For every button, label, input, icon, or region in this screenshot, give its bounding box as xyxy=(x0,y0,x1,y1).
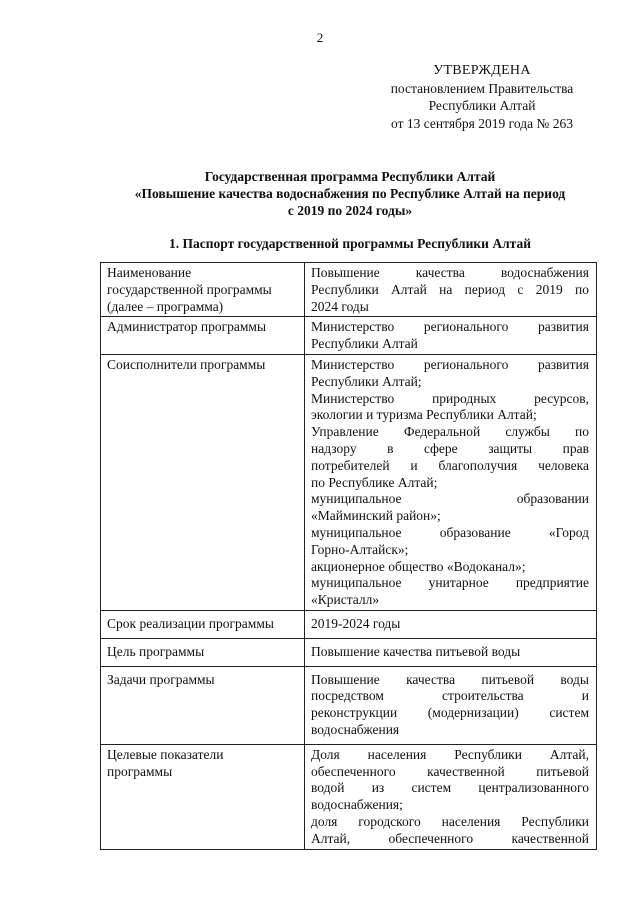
row-label-line: Целевые показатели xyxy=(107,746,224,762)
row-value-line: муниципальное унитарное предприятие xyxy=(311,575,589,591)
row-label-cell xyxy=(101,317,305,355)
row-label-cell xyxy=(101,666,305,744)
program-title-line: Государственная программа Республики Алтай xyxy=(204,169,496,184)
table-row xyxy=(101,317,597,355)
row-label-cell xyxy=(101,744,305,849)
row-value-line: реконструкции (модернизации) систем xyxy=(311,705,589,721)
page-number: 2 xyxy=(316,30,324,45)
row-value-line: Алтай, обеспеченного качественной xyxy=(311,830,589,846)
row-value-line: Министерство регионального развития xyxy=(311,319,589,335)
row-label-cell xyxy=(101,263,305,317)
row-value-line: обеспеченного качественной питьевой xyxy=(311,763,589,779)
row-value-line: водоснабжения; xyxy=(311,797,403,813)
passport-table xyxy=(100,262,597,850)
table-row xyxy=(101,666,597,744)
row-label-line: (далее – программа) xyxy=(107,298,224,314)
row-label-line: Задачи программы xyxy=(107,671,215,687)
program-title xyxy=(95,168,605,219)
row-value-cell xyxy=(305,744,597,849)
row-value-cell xyxy=(305,638,597,666)
row-value-line: Повышение качества водоснабжения xyxy=(311,265,589,280)
row-label-line: государственной программы xyxy=(107,281,272,297)
passport-heading: 1. Паспорт государственной программы Республики Алтай xyxy=(169,236,531,251)
row-label-line: Наименование xyxy=(107,265,192,280)
row-value-line: Республики Алтай на период с 2019 по xyxy=(311,281,589,297)
row-value-cell xyxy=(305,317,597,355)
row-label-line: Соисполнители программы xyxy=(107,356,266,372)
row-value-line: Министерство природных ресурсов, xyxy=(311,390,589,406)
row-value-line: 2019-2024 годы xyxy=(311,615,401,631)
row-value-cell xyxy=(305,263,597,317)
approval-stamp xyxy=(360,62,604,132)
approval-date-line: от 13 сентября 2019 года № 263 xyxy=(391,115,573,131)
row-value-line: «Майминский район»; xyxy=(311,508,441,524)
row-label-line: программы xyxy=(107,763,173,779)
row-value-line: водоснабжения xyxy=(311,721,400,737)
row-value-line: Горно-Алтайск»; xyxy=(311,541,409,557)
row-label-cell xyxy=(101,610,305,638)
row-value-cell xyxy=(305,666,597,744)
row-value-line: посредством строительства и xyxy=(311,688,589,704)
row-value-line: Доля населения Республики Алтай, xyxy=(311,746,589,762)
row-value-cell xyxy=(305,354,597,610)
row-value-line: по Республике Алтай; xyxy=(311,474,438,490)
row-label-line: Цель программы xyxy=(107,643,205,659)
row-value-line: доля городского населения Республики xyxy=(311,813,589,829)
table-row xyxy=(101,263,597,317)
row-value-line: надзору в сфере защиты прав xyxy=(311,440,589,456)
row-value-line: муниципальное образовании xyxy=(311,491,589,507)
row-value-line: водой из систем централизованного xyxy=(311,780,589,796)
table-row xyxy=(101,610,597,638)
table-row xyxy=(101,354,597,610)
row-value-line: Республики Алтай; xyxy=(311,373,422,389)
row-label-line: Срок реализации программы xyxy=(107,615,274,631)
approval-line: постановлением Правительства xyxy=(390,80,574,96)
table-row xyxy=(101,744,597,849)
row-value-line: муниципальное образование «Город xyxy=(311,524,589,540)
row-value-line: Республики Алтай xyxy=(311,336,418,352)
row-value-line: Повышение качества питьевой воды xyxy=(311,671,589,687)
row-value-cell xyxy=(305,610,597,638)
row-value-line: акционерное общество «Водоканал»; xyxy=(311,558,526,574)
row-value-line: Повышение качества питьевой воды xyxy=(311,643,521,659)
row-value-line: Управление Федеральной службы по xyxy=(311,424,589,440)
row-value-line: Министерство регионального развития xyxy=(311,356,589,372)
row-value-line: 2024 годы xyxy=(311,298,369,314)
row-label-cell xyxy=(101,354,305,610)
approval-line: Республики Алтай xyxy=(428,98,536,113)
row-label-cell xyxy=(101,638,305,666)
program-title-line: «Повышение качества водоснабжения по Республике Алтай на период xyxy=(134,186,566,201)
row-value-line: экологии и туризма Республики Алтай; xyxy=(311,407,537,423)
row-label-line: Администратор программы xyxy=(107,319,267,335)
table-row xyxy=(101,638,597,666)
approval-title: УТВЕРЖДЕНА xyxy=(433,63,531,78)
program-title-line: с 2019 по 2024 годы» xyxy=(287,203,413,218)
row-value-line: «Кристалл» xyxy=(311,592,380,608)
row-value-line: потребителей и благополучия человека xyxy=(311,457,589,473)
